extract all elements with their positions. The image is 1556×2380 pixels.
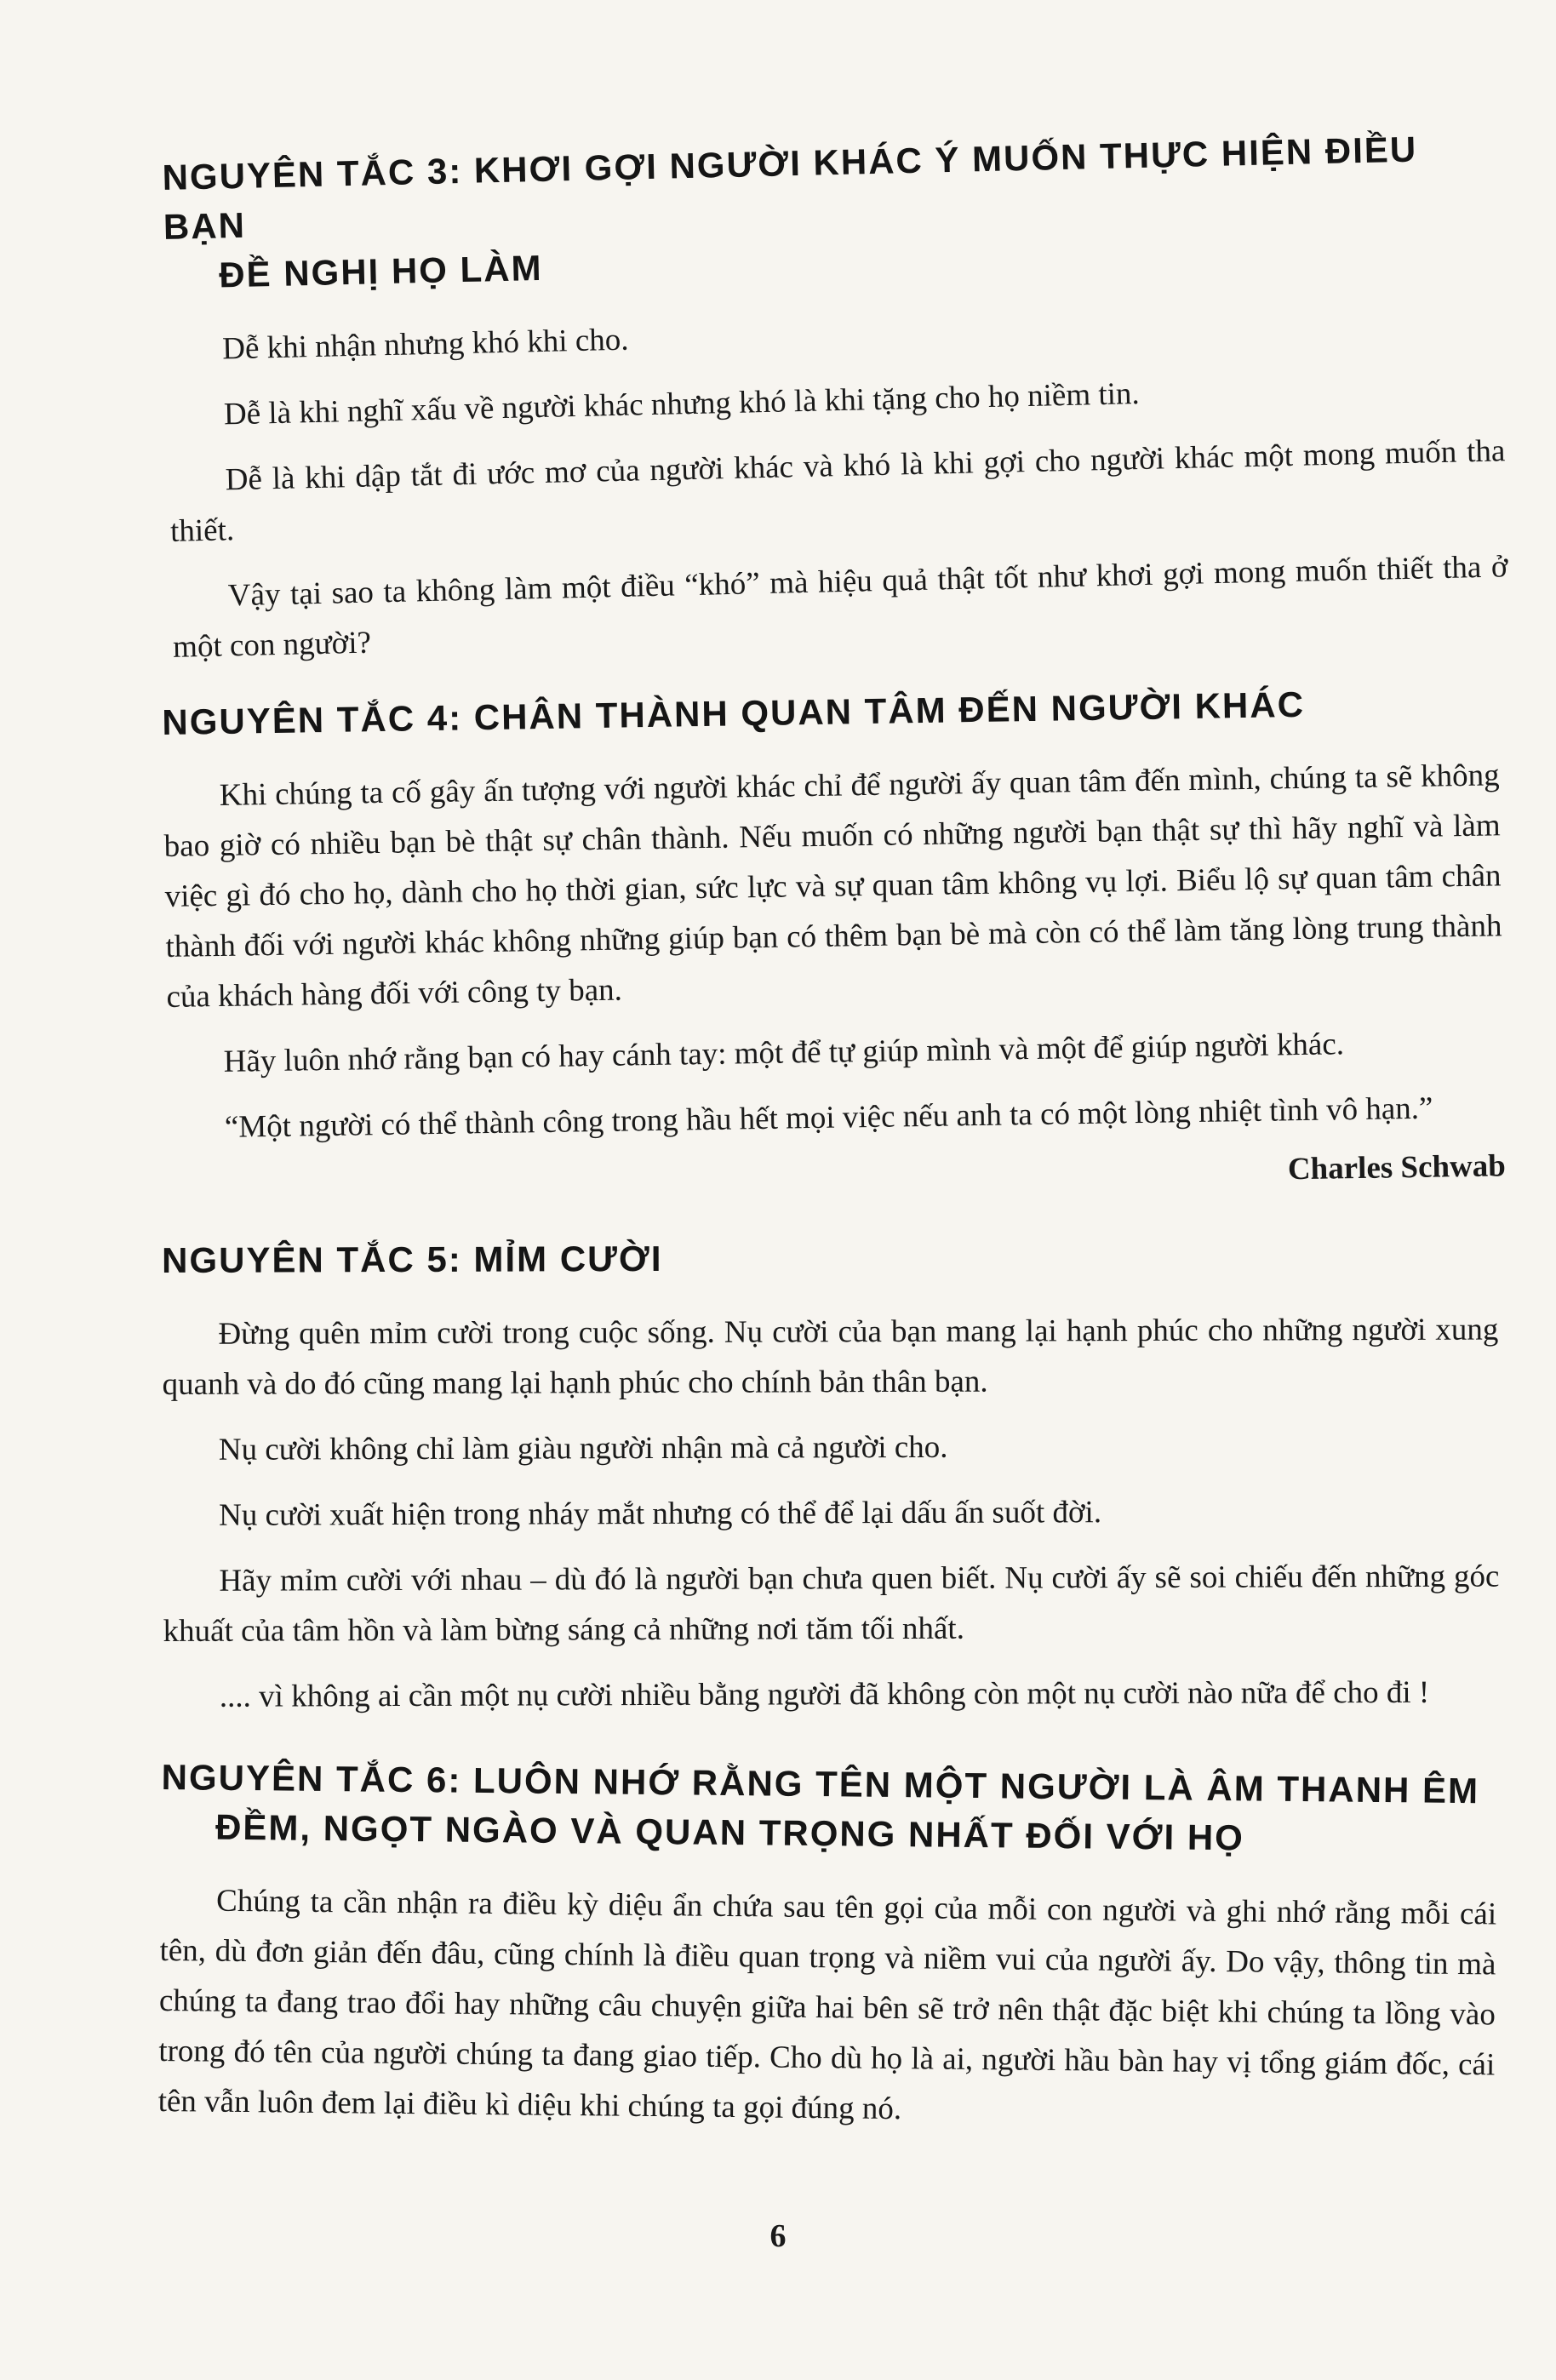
paragraph: Hãy mỉm cười với nhau – dù đó là người bạn chưa quen biết. Nụ cười ấy sẽ soi chiếu đến những góc khuất của tâm hồn và làm bừng sáng cả những nơi tăm tối nhất. xyxy=(163,1559,1500,1649)
quote-paragraph: “Một người có thể thành công trong hầu hết mọi việc nếu anh ta có một lòng nhiệt tình vô hạn.” xyxy=(224,1090,1433,1145)
page-number: 6 xyxy=(769,2218,787,2254)
heading-line-1: NGUYÊN TẮC 4: CHÂN THÀNH QUAN TÂM ĐẾN NGƯỜI KHÁC xyxy=(162,684,1306,742)
heading-line-1: NGUYÊN TẮC 6: LUÔN NHỚ RẰNG TÊN MỘT NGƯỜI LÀ ÂM THANH ÊM xyxy=(161,1756,1480,1811)
section-heading xyxy=(162,1232,1498,1285)
paragraph: Đừng quên mỉm cười trong cuộc sống. Nụ cười của bạn mang lại hạnh phúc cho những người xung quanh và do đó cũng mang lại hạnh phúc cho chính bản thân bạn. xyxy=(162,1312,1499,1402)
quote-attribution: Charles Schwab xyxy=(1287,1148,1507,1187)
paragraph: Nụ cười không chỉ làm giàu người nhận mà cả người cho. xyxy=(218,1429,948,1467)
section-principle-5 xyxy=(162,1232,1500,1722)
paragraph: .... vì không ai cần một nụ cười nhiều bằng người đã không còn một nụ cười nào nữa để cho đi ! xyxy=(219,1674,1430,1714)
paragraph: Dễ khi nhận nhưng khó khi cho. xyxy=(221,322,629,367)
heading-line-2: ĐỀM, NGỌT NGÀO VÀ QUAN TRỌNG NHẤT ĐỐI VỚI HỌ xyxy=(215,1806,1245,1858)
section-principle-6 xyxy=(157,1753,1498,2140)
paragraph: Vậy tại sao ta không làm một điều “khó” mà hiệu quả thật tốt như khơi gợi mong muốn thiết tha ở một con người? xyxy=(172,549,1508,665)
paragraph: Nụ cười xuất hiện trong nháy mắt nhưng có thể để lại dấu ấn suốt đời. xyxy=(219,1495,1102,1533)
section-heading xyxy=(161,1753,1498,1865)
section-principle-3 xyxy=(162,123,1509,672)
paragraph: Dễ là khi dập tắt đi ước mơ của người khác và khó là khi gợi cho người khác một mong muốn tha thiết. xyxy=(169,433,1506,549)
page-content xyxy=(157,129,1508,2152)
paragraph: Chúng ta cần nhận ra điều kỳ diệu ẩn chứa sau tên gọi của mỗi con người và ghi nhớ rằng mỗi cái tên, dù đơn giản đến đâu, cũng chính là điều quan trọng và niềm vui của người ấy. Do vậy, thông tin mà chúng ta đang trao đổi hay những câu chuyện giữa hai bên sẽ trở nên thật đặc biệt khi chúng ta lồng vào trong đó tên của người chúng ta đang giao tiếp. Cho dù họ là ai, người hầu bàn hay vị tổng giám đốc, cái tên vẫn luôn đem lại điều kì diệu khi chúng ta gọi đúng nó. xyxy=(157,1883,1497,2127)
section-heading xyxy=(162,677,1499,747)
section-principle-4 xyxy=(162,677,1506,1205)
heading-line-1: NGUYÊN TẮC 3: KHƠI GỢI NGƯỜI KHÁC Ý MUỐN THỰC HIỆN ĐIỀU BẠN xyxy=(162,129,1418,247)
heading-line-2: ĐỀ NGHỊ HỌ LÀM xyxy=(218,247,544,295)
section-heading xyxy=(162,123,1502,301)
paragraph: Dễ là khi nghĩ xấu về người khác nhưng khó là khi tặng cho họ niềm tin. xyxy=(223,376,1141,432)
paragraph: Khi chúng ta cố gây ấn tượng với người khác chỉ để người ấy quan tâm đến mình, chúng ta sẽ không bao giờ có nhiều bạn bè thật sự chân thành. Nếu muốn có những người bạn thật sự thì hãy nghĩ và làm việc gì đó cho họ, dành cho họ thời gian, sức lực và sự quan tâm không vụ lợi. Biểu lộ sự quan tâm chân thành đối với người khác không những giúp bạn có thêm bạn bè mà còn có thể làm tăng lòng trung thành của khách hàng đối với công ty bạn. xyxy=(163,758,1502,1015)
paragraph: Hãy luôn nhớ rằng bạn có hay cánh tay: một để tự giúp mình và một để giúp người khác. xyxy=(223,1027,1345,1079)
heading-line-1: NGUYÊN TẮC 5: MỈM CƯỜI xyxy=(162,1238,663,1280)
